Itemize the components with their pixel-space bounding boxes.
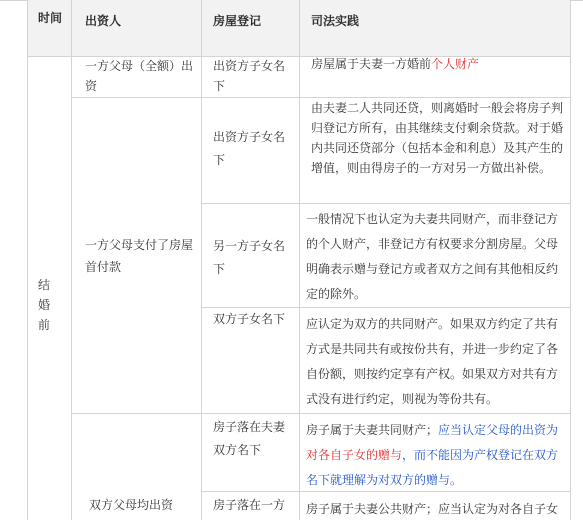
practice-1-normal: 房屋属于夫妻一方婚前 xyxy=(311,57,432,71)
practice-row-6 xyxy=(300,492,571,520)
practice-5-blue: 应当认定父母的出资为 xyxy=(438,423,559,437)
reg-row-4-text: 双方子女名下 xyxy=(213,312,286,326)
practice-row-2 xyxy=(300,98,571,204)
investor-both-cell xyxy=(72,414,202,520)
practice-row-2-text: 由夫妻二人共同还贷，则离婚时一般会将房子判归登记方所有，由其继续支付剩余贷款。对于婚内共同还贷部分（包括本金和利息）及其产生的增值，则由得房子的一方对另一方做出补偿。 xyxy=(311,101,564,175)
practice-row-5 xyxy=(300,414,571,492)
practice-row-4-text: 应认定为双方的共同财产。如果双方约定了共有方式是共同共有或按份共有，并进一步约定了各自份额，则按约定享有产权。如果双方对共有方式没有进行约定，则视为等份共有。 xyxy=(306,317,559,406)
reg-row-1-text: 出资方子女名下 xyxy=(213,59,286,93)
time-marriage-before: 结婚前 xyxy=(38,278,51,332)
header-time-cell xyxy=(28,0,72,57)
reg-row-3-text: 另一方子女名下 xyxy=(213,239,286,276)
reg-row-5 xyxy=(202,414,300,492)
practice-5-red: 对各自子女的赠与 xyxy=(306,448,403,462)
header-practice: 司法实践 xyxy=(311,14,360,28)
reg-row-1 xyxy=(202,57,300,98)
practice-5-blue-2: ，而不能因为产权登记在双方名下就理解为对双方的赠与。 xyxy=(306,448,559,487)
investor-both: 双方父母均出资 xyxy=(89,498,174,512)
practice-row-1 xyxy=(300,57,571,98)
reg-row-2 xyxy=(202,98,300,204)
investor-down-cell xyxy=(72,98,202,414)
practice-row-3-text: 一般情况下也认定为夫妻共同财产，而非登记方的个人财产，非登记方有权要求分割房屋。父母明确表示赠与登记方或者双方之间有其他相反约定的除外。 xyxy=(306,212,559,301)
practice-row-1-text xyxy=(311,57,561,76)
header-investor: 出资人 xyxy=(85,14,122,28)
investor-down: 一方父母支付了房屋首付款 xyxy=(85,238,194,274)
investor-full-cell xyxy=(72,57,202,98)
practice-row-3 xyxy=(300,204,571,308)
header-time: 时间 xyxy=(38,11,63,25)
reg-row-3 xyxy=(202,204,300,308)
reg-row-4 xyxy=(202,308,300,414)
reg-row-6-text: 房子落在一方 xyxy=(213,498,286,512)
practice-row-6-text: 房子属于夫妻公共财产；应当认定为对各自子女 xyxy=(306,502,559,516)
header-registration: 房屋登记 xyxy=(213,14,262,28)
time-cell xyxy=(28,57,72,520)
practice-1-red: 个人财产 xyxy=(431,57,480,71)
reg-row-6 xyxy=(202,492,300,520)
practice-row-5-text xyxy=(306,418,564,492)
practice-row-4 xyxy=(300,308,571,414)
header-investor-cell xyxy=(72,0,202,57)
header-registration-cell xyxy=(202,0,300,57)
header-practice-cell xyxy=(300,0,571,57)
practice-5-normal: 房子属于夫妻共同财产； xyxy=(306,423,439,437)
investor-full: 一方父母（全额）出资 xyxy=(85,59,194,93)
reg-row-5-text: 房子落在夫妻双方名下 xyxy=(213,420,286,457)
reg-row-2-text: 出资方子女名下 xyxy=(213,130,286,167)
